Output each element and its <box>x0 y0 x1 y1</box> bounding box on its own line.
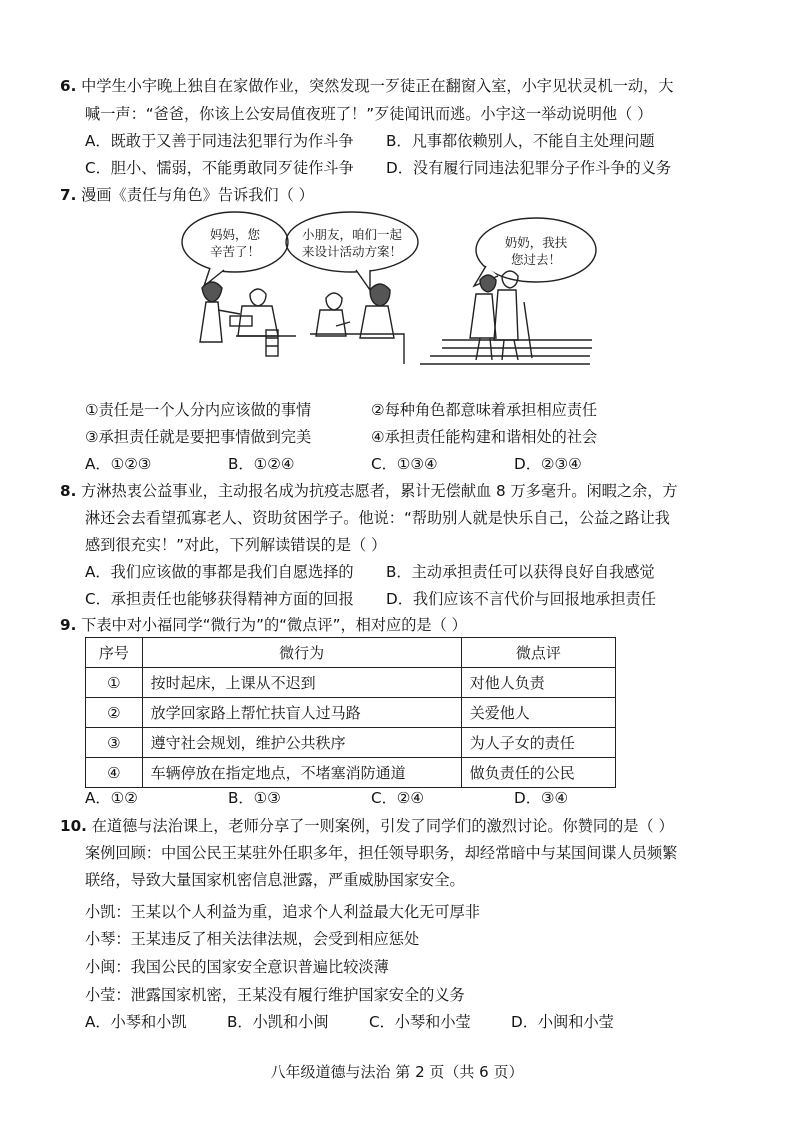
q10-opinion-1: 小凯：王某以个人利益为重，追求个人利益最大化无可厚非 <box>85 903 480 921</box>
q8-stem-line3: 感到很充实！”对此，下列解读错误的是（ ） <box>85 536 387 554</box>
q9-option-d[interactable]: D．③④ <box>514 789 569 807</box>
q10-case-line1: 案例回顾：中国公民王某驻外任职多年，担任领导职务，却经常暗中与某国间谍人员频繁 <box>85 844 678 862</box>
q7-statement-1: ①责任是一个人分内应该做的事情 <box>85 401 312 419</box>
q10-stem: 在道德与法治课上，老师分享了一则案例，引发了同学们的激烈讨论。你赞同的是（ ） <box>91 817 674 835</box>
q6-options-row1 <box>85 131 655 151</box>
q10-option-a[interactable]: A．小琴和小凯 <box>85 1013 187 1031</box>
bubble-3-line2: 您过去！ <box>510 252 561 267</box>
q8-stem-line2: 淋还会去看望孤寡老人、资助贫困学子。他说：“帮助别人就是快乐自己，公益之路让我 <box>85 509 670 527</box>
table-header-row <box>86 638 616 668</box>
q6-number: 6. <box>60 77 77 95</box>
table-cell: 对他人负责 <box>461 668 615 698</box>
bubble-3-text <box>496 234 576 268</box>
q7-statement-4: ④承担责任能构建和谐相处的社会 <box>371 428 598 446</box>
q8-option-c[interactable]: C．承担责任也能够获得精神方面的回报 <box>85 590 354 608</box>
q9-option-a[interactable]: A．①② <box>85 789 138 807</box>
q9-number: 9. <box>60 616 77 634</box>
q8-options-row2 <box>85 589 656 609</box>
q6-option-b[interactable]: B．凡事都依赖别人，不能自主处理问题 <box>386 132 655 150</box>
q9-table <box>85 637 616 788</box>
q7-statement-3: ③承担责任就是要把事情做到完美 <box>85 428 312 446</box>
q9-stem-line <box>60 615 467 635</box>
table-cell: 做负责任的公民 <box>461 758 615 788</box>
q7-stem-line <box>60 185 314 205</box>
q7-option-b[interactable]: B．①②④ <box>228 455 295 473</box>
q10-case-line2: 联络，导致大量国家机密信息泄露，严重威胁国家安全。 <box>85 871 465 889</box>
q6-stem-text1: 中学生小宇晚上独自在家做作业，突然发现一歹徒正在翻窗入室，小宇见状灵机一动，大 <box>81 77 674 95</box>
table-header-cell: 微点评 <box>461 638 615 668</box>
table-cell: ④ <box>86 758 143 788</box>
q6-option-c[interactable]: C．胆小、懦弱，不能勇敢同歹徒作斗争 <box>85 159 354 177</box>
table-row <box>86 668 616 698</box>
q7-statement-2: ②每种角色都意味着承担相应责任 <box>371 401 598 419</box>
table-header-cell: 微行为 <box>142 638 461 668</box>
bubble-2-text <box>292 226 412 260</box>
q7-statements-row1 <box>85 400 597 420</box>
q8-option-b[interactable]: B．主动承担责任可以获得良好自我感觉 <box>386 563 655 581</box>
q9-stem: 下表中对小福同学“微行为”的“微点评”，相对应的是（ ） <box>81 616 467 634</box>
q7-stem: 漫画《责任与角色》告诉我们（ ） <box>81 186 314 204</box>
q7-number: 7. <box>60 186 77 204</box>
table-cell: 按时起床，上课从不迟到 <box>142 668 461 698</box>
q10-option-d[interactable]: D．小闽和小莹 <box>511 1013 614 1031</box>
table-cell: ② <box>86 698 143 728</box>
q8-option-d[interactable]: D．我们应该不言代价与回报地承担责任 <box>386 590 656 608</box>
q10-stem-line <box>60 816 674 836</box>
bubble-3-line1: 奶奶，我扶 <box>504 235 568 250</box>
q10-option-b[interactable]: B．小凯和小闽 <box>227 1013 329 1031</box>
q7-statements-row2 <box>85 427 597 447</box>
q6-stem-line2: 喊一声：“爸爸，你该上公安局值夜班了！”歹徒闻讯而逃。小宇这一举动说明他（ ） <box>85 105 653 123</box>
bubble-1-line2: 辛苦了！ <box>209 244 260 259</box>
table-row <box>86 758 616 788</box>
q8-stem-line1 <box>60 481 678 501</box>
table-row <box>86 728 616 758</box>
table-header-cell: 序号 <box>86 638 143 668</box>
q9-options <box>85 788 568 808</box>
page-footer: 八年级道德与法治 第 2 页（共 6 页） <box>270 1063 524 1081</box>
table-cell: ① <box>86 668 143 698</box>
q8-option-a[interactable]: A．我们应该做的事都是我们自愿选择的 <box>85 563 354 581</box>
table-cell: 遵守社会规划，维护公共秩序 <box>142 728 461 758</box>
q10-opinion-3: 小闽：我国公民的国家安全意识普遍比较淡薄 <box>85 958 389 976</box>
table-row <box>86 698 616 728</box>
q10-opinion-2: 小琴：王某违反了相关法律法规，会受到相应惩处 <box>85 930 420 948</box>
q6-option-a[interactable]: A．既敢于又善于同违法犯罪行为作斗争 <box>85 132 354 150</box>
q6-option-d[interactable]: D．没有履行同违法犯罪分子作斗争的义务 <box>386 159 672 177</box>
bubble-2-line2: 来设计活动方案！ <box>301 244 402 259</box>
q9-option-b[interactable]: B．①③ <box>228 789 281 807</box>
q10-options <box>85 1012 614 1032</box>
q7-options <box>85 454 582 474</box>
q8-number: 8. <box>60 482 77 500</box>
q8-stem-text1: 方淋热衷公益事业，主动报名成为抗疫志愿者，累计无偿献血 8 万多毫升。闲暇之余，方 <box>81 482 678 500</box>
q9-option-c[interactable]: C．②④ <box>371 789 425 807</box>
table-cell: ③ <box>86 728 143 758</box>
responsibility-cartoon <box>180 210 620 370</box>
bubble-1-line1: 妈妈，您 <box>209 227 260 242</box>
q6-stem-line1 <box>60 76 673 96</box>
q7-option-c[interactable]: C．①③④ <box>371 455 438 473</box>
q10-opinion-4: 小莹：泄露国家机密，王某没有履行维护国家安全的义务 <box>85 986 465 1004</box>
bubble-1-text <box>200 226 270 260</box>
q7-option-d[interactable]: D．②③④ <box>514 455 582 473</box>
bubble-2-line1: 小朋友，咱们一起 <box>301 227 402 242</box>
table-cell: 关爱他人 <box>461 698 615 728</box>
table-cell: 为人子女的责任 <box>461 728 615 758</box>
q7-option-a[interactable]: A．①②③ <box>85 455 152 473</box>
q10-number: 10. <box>60 817 87 835</box>
table-cell: 放学回家路上帮忙扶盲人过马路 <box>142 698 461 728</box>
q6-options-row2 <box>85 158 671 178</box>
table-cell: 车辆停放在指定地点，不堵塞消防通道 <box>142 758 461 788</box>
q8-options-row1 <box>85 562 655 582</box>
q10-option-c[interactable]: C．小琴和小莹 <box>369 1013 471 1031</box>
